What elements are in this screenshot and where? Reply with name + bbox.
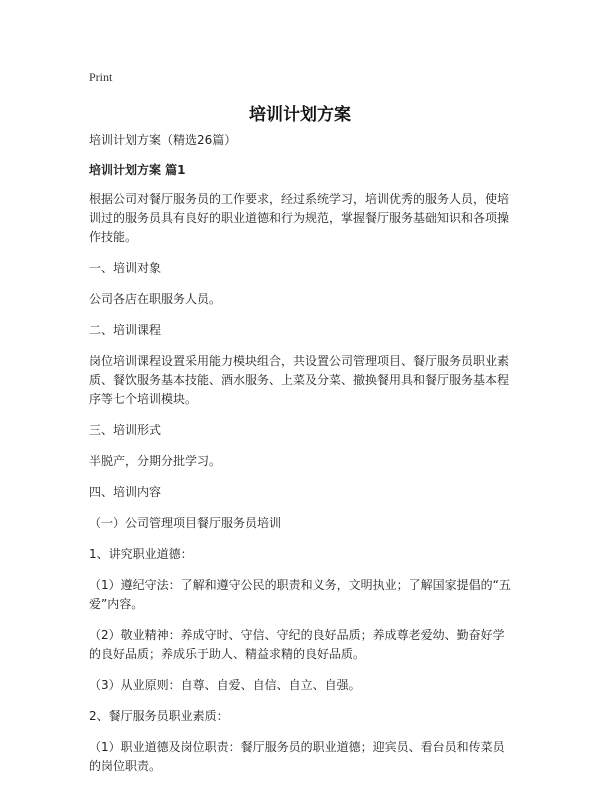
heading-training-courses: 二、培训课程 [89,323,162,337]
heading-training-target: 一、培训对象 [89,261,162,275]
item-work-principles: （3）从业原则：自尊、自爱、自信、自立、自强。 [89,678,361,692]
item-professional-ethics: 1、讲究职业道德： [89,547,193,561]
document-subtitle: 培训计划方案（精选26篇） [89,133,237,147]
item-dedication: （2）敬业精神：养成守时、守信、守纪的良好品质；养成尊老爱幼、勤奋好学的良好品质；养成乐于助人、精益求精的良好品质。 [89,628,505,661]
heading-training-form: 三、培训形式 [89,423,162,437]
page-title: 培训计划方案 [249,105,351,125]
item-law-abiding: （1）遵纪守法：了解和遵守公民的职责和义务，文明执业；了解国家提倡的“五爱”内容。 [89,578,511,611]
paragraph-training-courses: 岗位培训课程设置采用能力模块组合，共设置公司管理项目、餐厅服务员职业素质、餐饮服务基本技能、酒水服务、上菜及分菜、撤换餐用具和餐厅服务基本程序等七个培训模块。 [89,354,510,406]
section-heading: 培训计划方案 篇1 [89,163,186,177]
item-ethics-and-duties: （1）职业道德及岗位职责：餐厅服务员的职业道德；迎宾员、看台员和传菜员的岗位职责。 [89,740,505,773]
subheading-company-management: （一）公司管理项目餐厅服务员培训 [89,516,282,530]
document-body [89,131,515,788]
paragraph-training-target: 公司各店在职服务人员。 [89,292,222,306]
paragraph-training-form: 半脱产，分期分批学习。 [89,454,222,468]
print-link[interactable]: Print [89,70,113,84]
intro-paragraph: 根据公司对餐厅服务员的工作要求，经过系统学习，培训优秀的服务人员，使培训过的服务员具有良好的职业道德和行为规范，掌握餐厅服务基础知识和各项操作技能。 [89,192,510,244]
item-professional-quality: 2、餐厅服务员职业素质： [89,709,229,723]
heading-training-content: 四、培训内容 [89,485,162,499]
